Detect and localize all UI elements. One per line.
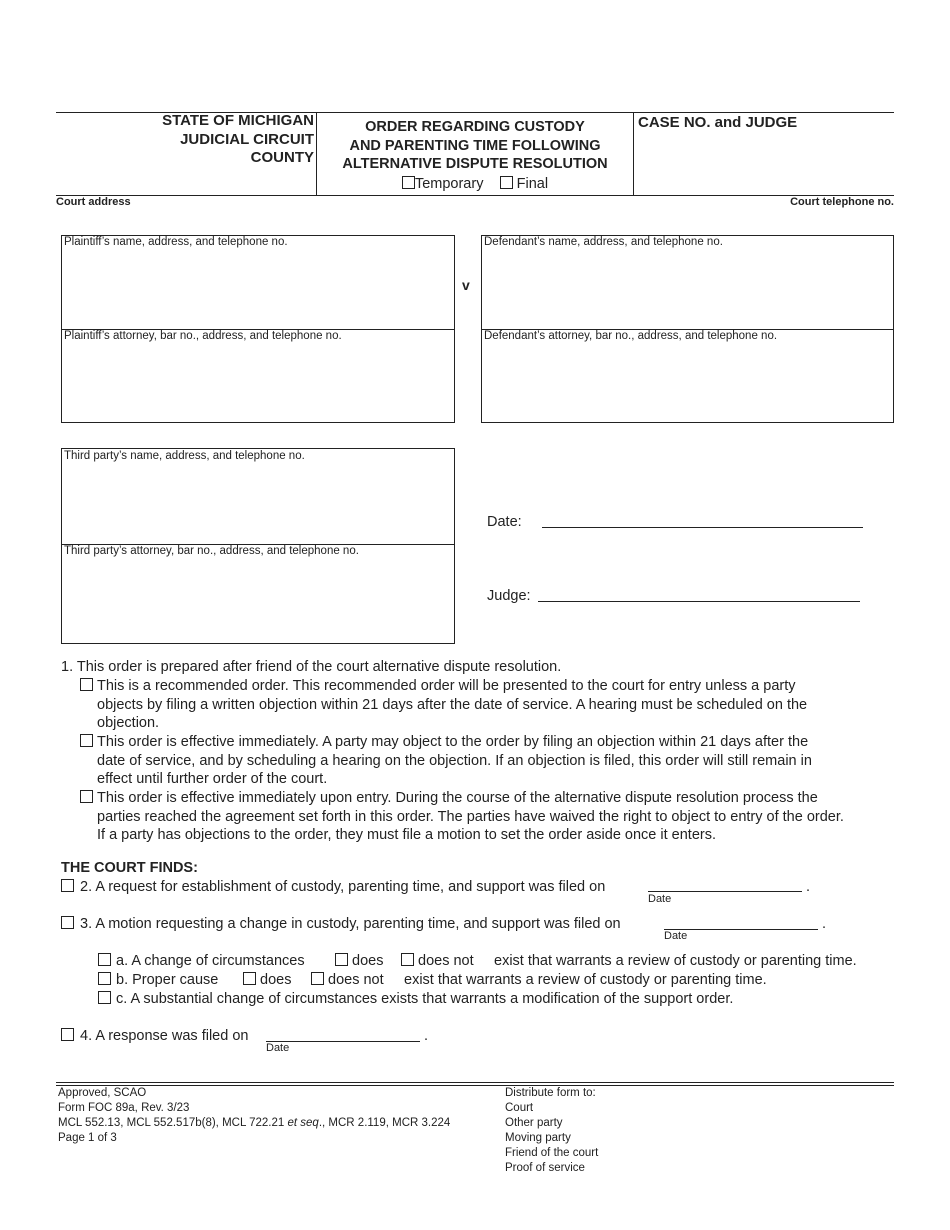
distribute-moving-party: Moving party [505,1132,571,1144]
plaintiff-attorney-label: Plaintiff’s attorney, bar no., address, and telephone no. [64,330,342,342]
item-3b-does-not-checkbox[interactable] [311,972,324,985]
item-2-date-line[interactable] [648,891,802,892]
item-3a-label: a. A change of circumstances [116,953,305,969]
judge-label: Judge: [487,588,531,604]
option-1-line-3: objection. [97,715,160,731]
distribute-foc: Friend of the court [505,1147,599,1159]
distribute-other-party: Other party [505,1117,563,1129]
mcl-italic: et seq [287,1117,319,1129]
court-name-block [56,112,314,168]
option-3-line-2: parties reached the agreement set forth in this order. The parties have waived the right to object to entry of the order. [97,808,844,825]
option-3-line-1: This order is effective immediately upon entry. During the course of the alternative dispute resolution process the [97,790,818,806]
order-type-row [318,175,632,194]
footer-authority [58,1116,450,1131]
versus-label: v [462,277,470,293]
header-divider-2 [633,112,634,195]
item-3a-rest: exist that warrants a review of custody or parenting time. [494,953,857,969]
date-label: Date: [487,514,522,530]
third-party-label: Third party’s name, address, and telephone no. [64,450,305,462]
item-4-date-caption: Date [266,1042,290,1054]
item-3b-rest: exist that warrants a review of custody or parenting time. [404,972,767,988]
item-3a-does-not-checkbox[interactable] [401,953,414,966]
mcl-prefix: MCL 552.13, MCL 552.517b(8), MCL 722.21 [58,1117,288,1129]
item-3b-label: b. Proper cause [116,972,219,988]
case-number-label: CASE NO. and JUDGE [638,114,798,131]
item-3-period: . [822,916,827,932]
effective-upon-entry-checkbox[interactable] [80,790,93,803]
judge-signature-line[interactable] [538,601,860,602]
defendant-attorney-label: Defendant’s attorney, bar no., address, and telephone no. [484,330,778,342]
item-3-text: 3. A motion requesting a change in custody, parenting time, and support was filed on [80,916,621,932]
court-state: STATE OF MICHIGAN [162,112,314,129]
item-4-text: 4. A response was filed on [80,1028,249,1044]
footer-approved: Approved, SCAO [58,1087,147,1099]
item-3c-label: c. A substantial change of circumstances exists that warrants a modification of the support order. [116,991,734,1007]
distribute-court: Court [505,1102,534,1114]
footer-page: Page 1 of 3 [58,1132,117,1144]
item-3-date-caption: Date [664,930,688,942]
title-line-2: AND PARENTING TIME FOLLOWING [349,137,601,154]
court-phone-label: Court telephone no. [790,196,894,208]
option-2-line-3: effect until further order of the court. [97,771,328,787]
title-line-3: ALTERNATIVE DISPUTE RESOLUTION [342,156,608,172]
title-line-1: ORDER REGARDING CUSTODY [365,119,585,135]
item-3c-checkbox[interactable] [98,991,111,1004]
header-divider-1 [316,112,317,195]
final-checkbox[interactable] [500,176,513,189]
item-3a-does-not-label: does not [418,953,474,969]
item-3b-checkbox[interactable] [98,972,111,985]
mcl-suffix: ., MCR 2.119, MCR 3.224 [318,1117,451,1129]
item-3a-does-checkbox[interactable] [335,953,348,966]
distribution-list [505,1086,598,1176]
court-county: COUNTY [250,149,314,166]
footer-left [58,1086,450,1146]
defendant-label: Defendant’s name, address, and telephone no. [484,236,723,248]
item-4-period: . [424,1028,429,1044]
option-3-line-3: If a party has objections to the order, they must file a motion to set the order aside once it enters. [97,827,717,843]
item-2-period: . [806,879,811,895]
option-2-line-2: date of service, and by scheduling a hearing on the objection. If an objection is filed, this order will still remain in [97,752,812,769]
effective-immediately-checkbox[interactable] [80,734,93,747]
effective-upon-entry-text [97,789,844,845]
court-finds-heading: THE COURT FINDS: [61,860,198,876]
plaintiff-label: Plaintiff’s name, address, and telephone no. [64,236,288,248]
footer-rule-1 [56,1082,894,1083]
court-address-label: Court address [56,196,131,208]
option-2-line-1: This order is effective immediately. A party may object to the order by filing an objection within 21 days after the [97,734,809,750]
temporary-checkbox[interactable] [402,176,415,189]
court-circuit: JUDICIAL CIRCUIT [180,130,314,148]
option-1-line-1: This is a recommended order. This recommended order will be presented to the court for entry unless a party [97,678,796,694]
final-label: Final [516,175,549,192]
footer-form-number: Form FOC 89a, Rev. 3/23 [58,1102,190,1114]
date-line[interactable] [542,527,863,528]
form-title [318,118,632,193]
header-bottom-rule [56,195,894,196]
item-3-checkbox[interactable] [61,916,74,929]
item-3a-checkbox[interactable] [98,953,111,966]
temporary-label: Temporary [414,175,484,192]
item-3b-does-checkbox[interactable] [243,972,256,985]
distribute-label: Distribute form to: [505,1087,596,1099]
recommended-order-checkbox[interactable] [80,678,93,691]
item-2-date-caption: Date [648,893,672,905]
item-1-intro: 1. This order is prepared after friend of the court alternative dispute resolution. [61,659,562,675]
item-2-checkbox[interactable] [61,879,74,892]
item-4-checkbox[interactable] [61,1028,74,1041]
option-1-line-2: objects by filing a written objection within 21 days after the date of service. A hearing must be scheduled on the [97,696,808,713]
item-3a-does-label: does [352,953,384,969]
item-2-text: 2. A request for establishment of custody, parenting time, and support was filed on [80,879,606,895]
effective-immediately-text [97,733,812,789]
item-3b-does-label: does [260,972,292,988]
recommended-order-text [97,677,807,733]
third-party-attorney-label: Third party’s attorney, bar no., address, and telephone no. [64,545,359,557]
distribute-proof: Proof of service [505,1162,585,1174]
item-3b-does-not-label: does not [328,972,384,988]
